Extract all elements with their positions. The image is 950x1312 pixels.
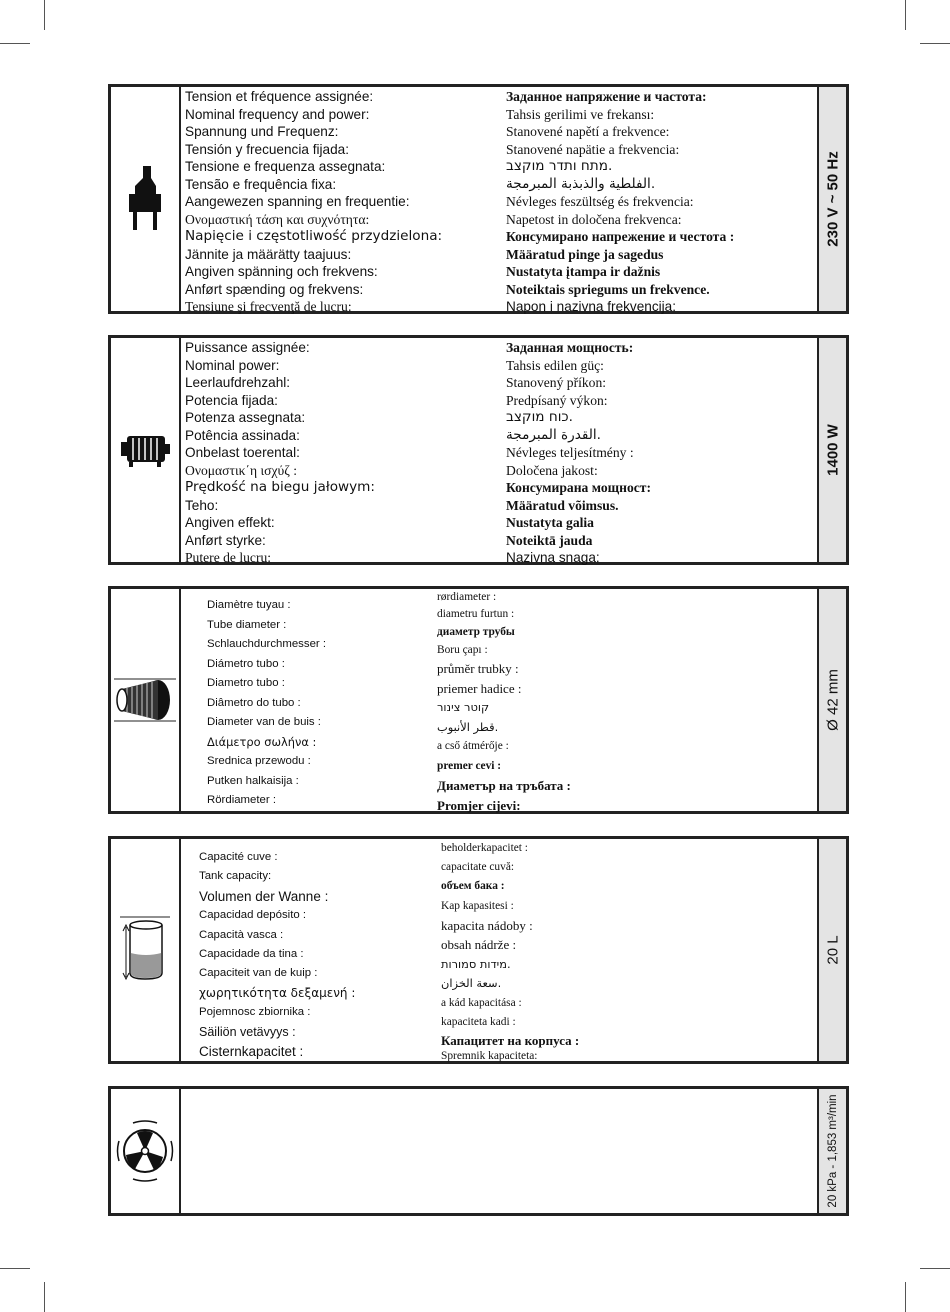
label-ar: سعة الخزان. [441, 976, 502, 991]
label-sl: Napetost in določena frekvenca: [506, 211, 682, 227]
label-hr: Napon i nazivna frekvencija: [506, 299, 677, 314]
voltage-labels-left [185, 88, 442, 316]
label-hu: a cső átmérője : [437, 740, 509, 752]
label-it: Potenza assegnata: [185, 410, 306, 425]
label-ro: Tensiune şi frecvenţă de lucru: [185, 299, 352, 314]
label-el: Ονομαστικ΄η ισχύζ : [185, 462, 298, 478]
airflow-value-cell [817, 1089, 846, 1213]
label-sl: Določena jakost: [506, 462, 598, 478]
label-hr: Promjer cijevi: [437, 797, 521, 813]
label-en: Tube diameter : [207, 618, 287, 631]
plug-icon [125, 164, 165, 234]
voltage-value: 230 V ~ 50 Hz [824, 151, 841, 247]
label-ro: diametru furtun : [437, 608, 515, 620]
label-tr: Kap kapasitesi : [441, 900, 514, 912]
label-he: כוח מוקצב. [506, 409, 573, 425]
label-tr: Boru çapı : [437, 644, 488, 656]
label-it: Tensione e frequenza assegnata: [185, 159, 386, 174]
label-he: קוטר צינור [437, 700, 490, 714]
tube-icon-cell [111, 589, 181, 811]
label-fi: Jännite ja määrätty taajuus: [185, 246, 352, 262]
label-fr: Tension et fréquence assignée: [185, 89, 374, 104]
label-de: Volumen der Wanne : [199, 888, 329, 904]
label-he: מתח ותדר מוקצב. [506, 158, 613, 174]
tube-value: Ø 42 mm [824, 669, 841, 731]
power-value: 1400 W [824, 424, 841, 476]
label-ru: объем бака : [441, 880, 505, 892]
label-bg: Консумирано напрежение и честота : [506, 229, 735, 244]
tube-labels-right [437, 589, 571, 815]
tank-labels-right [441, 839, 579, 1063]
label-fi: Teho: [185, 497, 219, 513]
power-value-cell [817, 338, 846, 562]
label-en: Nominal power: [185, 357, 280, 373]
label-tr: Tahsis gerilimi ve frekansı: [506, 106, 655, 122]
tank-value-cell [817, 839, 846, 1061]
label-sv: Rördiameter : [207, 794, 277, 806]
tank-icon-cell [111, 839, 181, 1061]
label-sv: Cisternkapacitet : [199, 1043, 304, 1059]
label-ar: القدرة المبرمجة. [506, 426, 601, 443]
label-pl: Prędkość na biegu jałowym: [185, 479, 375, 495]
label-hu: a kád kapacitása : [441, 996, 522, 1009]
label-fr: Capacité cuve : [199, 851, 278, 863]
label-bg: Капацитет на корпуса : [441, 1033, 580, 1049]
label-sl: premer cevi : [437, 759, 502, 772]
airflow-value: 20 kPa - 1,853 m³/min [826, 1094, 839, 1208]
label-fi: Säiliön vetävyys : [199, 1024, 296, 1039]
power-icon-cell [111, 338, 181, 562]
tank-spec-block [108, 836, 849, 1064]
label-es: Diámetro tubo : [207, 657, 285, 670]
tank-labels-left [199, 848, 355, 1061]
label-de: Schlauchdurchmesser : [207, 638, 327, 650]
label-en: Nominal frequency and power: [185, 106, 370, 122]
crop-mark [920, 1268, 950, 1269]
label-tr: Tahsis edilen güç: [506, 357, 604, 373]
crop-mark [44, 0, 45, 30]
hose-icon [112, 667, 178, 733]
label-sv: Angiven spänning och frekvens: [185, 264, 378, 279]
label-pl: Napięcie i częstotliwość przydzielona: [185, 228, 443, 244]
label-pl: Srednica przewodu : [207, 755, 311, 767]
label-el: Διάμετρο σωλήνα : [207, 734, 317, 749]
power-labels-right [506, 339, 651, 567]
label-ar: الفلطية والذبذبة المبرمجة. [506, 175, 656, 192]
label-pt: Diâmetro do tubo : [207, 696, 301, 709]
motor-icon [119, 432, 171, 468]
crop-mark [0, 1268, 30, 1269]
label-nl: Capaciteit van de kuip : [199, 967, 318, 980]
label-da: rørdiameter : [437, 591, 497, 603]
label-es: Potencia fijada: [185, 392, 278, 408]
label-da: beholderkapacitet : [441, 842, 528, 854]
label-hu: Névleges feszültség és frekvencia: [506, 194, 694, 209]
label-sk: Predpísaný výkon: [506, 392, 608, 408]
power-labels-left [185, 339, 375, 567]
label-el: Ονομαστική τάση και συχνότητα: [185, 211, 370, 227]
label-pt: Capacidade da tina : [199, 947, 304, 960]
label-nl: Diameter van de buis : [207, 716, 321, 728]
tube-spec-block [108, 586, 849, 814]
label-sl: kapaciteta kadi : [441, 1015, 516, 1028]
label-ru: Заданная мощность: [506, 340, 634, 355]
label-pt: Tensão e frequência fixa: [185, 176, 337, 192]
label-lt: Nustatyta galia [506, 515, 594, 530]
label-bg: Диаметър на тръбата : [437, 778, 571, 793]
label-it: Diametro tubo : [207, 677, 285, 689]
voltage-icon-cell [111, 87, 181, 311]
label-sk: obsah nádrže : [441, 937, 517, 953]
tube-value-cell [817, 589, 846, 811]
tank-icon [120, 915, 170, 985]
label-cs: Stanovené napětí a frekvence: [506, 124, 670, 139]
label-cs: Stanovený příkon: [506, 375, 607, 390]
fan-icon [113, 1119, 177, 1183]
label-et: Määratud võimsus. [506, 497, 619, 513]
label-ru: диаметр трубы [437, 626, 515, 638]
label-hr: Spremnik kapaciteta: [441, 1050, 538, 1063]
label-ro: capacitate cuvă: [441, 861, 515, 873]
label-lv: Noteiktais spriegums un frekvence. [506, 281, 710, 297]
crop-mark [905, 0, 906, 30]
tank-value: 20 L [824, 935, 841, 965]
label-sv: Angiven effekt: [185, 515, 275, 530]
crop-mark [905, 1282, 906, 1312]
airflow-spec-block [108, 1086, 849, 1216]
label-pl: Pojemnosc zbiornika : [199, 1006, 311, 1019]
crop-mark [44, 1282, 45, 1312]
label-nl: Onbelast toerental: [185, 445, 300, 460]
label-en: Tank capacity: [199, 870, 272, 883]
label-bg: Консумирана мощност: [506, 480, 651, 495]
label-hr: Nazivna snaga: [506, 550, 600, 565]
label-es: Tensión y frecuencia fijada: [185, 141, 349, 157]
label-ar: قطر الأنبوب. [437, 719, 499, 734]
label-pt: Potência assinada: [185, 427, 300, 443]
label-el: χωρητικότητα δεξαμενή : [199, 985, 356, 1000]
airflow-icon-cell [111, 1089, 181, 1213]
label-cs: průměr trubky : [437, 661, 519, 676]
label-sk: priemer hadice : [437, 680, 522, 696]
crop-mark [0, 43, 30, 44]
label-sk: Stanovené napätie a frekvencia: [506, 141, 680, 157]
label-es: Capacidad depósito : [199, 909, 307, 922]
label-fr: Diamètre tuyau : [207, 599, 291, 611]
label-da: Anført spænding og frekvens: [185, 281, 364, 297]
label-hu: Névleges teljesítmény : [506, 445, 634, 460]
power-spec-block [108, 335, 849, 565]
tube-labels-left [207, 596, 326, 811]
label-da: Anført styrke: [185, 532, 266, 548]
crop-mark [920, 43, 950, 44]
voltage-labels-right [506, 88, 734, 316]
voltage-spec-block [108, 84, 849, 314]
label-fr: Puissance assignée: [185, 340, 310, 355]
label-cs: kapacita nádoby : [441, 918, 533, 933]
label-lt: Nustatyta įtampa ir dažnis [506, 264, 661, 279]
label-de: Leerlaufdrehzahl: [185, 375, 291, 390]
label-fi: Putken halkaisija : [207, 774, 299, 787]
label-lv: Noteiktā jauda [506, 532, 593, 548]
voltage-value-cell [817, 87, 846, 311]
label-ro: Putere de lucru: [185, 550, 272, 565]
label-de: Spannung und Frequenz: [185, 124, 339, 139]
label-it: Capacità vasca : [199, 928, 284, 941]
label-nl: Aangewezen spanning en frequentie: [185, 194, 410, 209]
label-et: Määratud pinge ja sagedus [506, 246, 664, 262]
label-he: מידות סמורות. [441, 956, 511, 971]
label-ru: Заданное напряжение и частота: [506, 89, 707, 104]
